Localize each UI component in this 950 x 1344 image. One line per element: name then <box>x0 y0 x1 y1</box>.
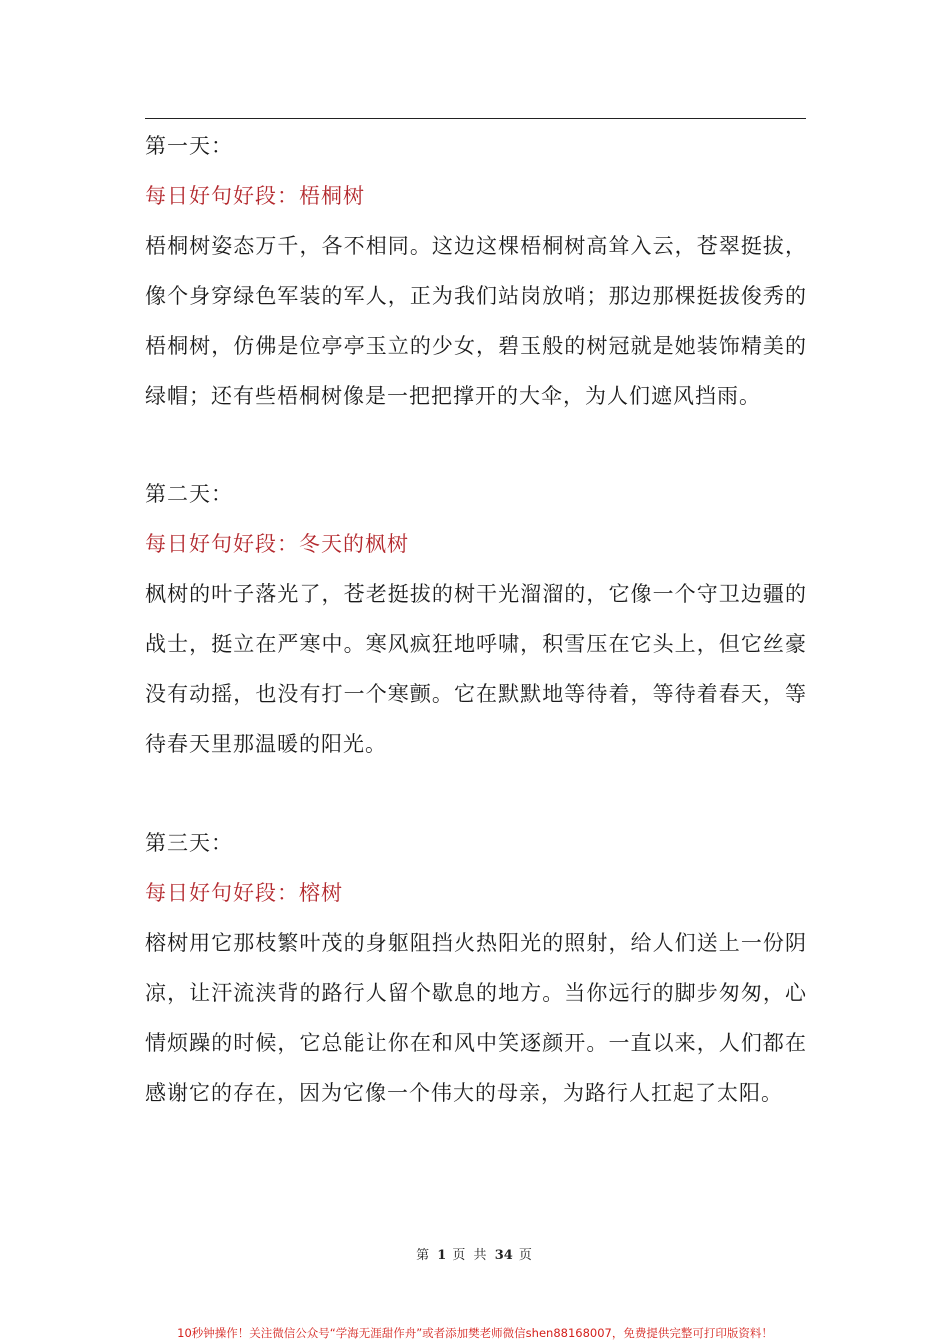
section-paragraph: 枫树的叶子落光了，苍老挺拔的树干光溜溜的，它像一个守卫边疆的战士，挺立在严寒中。寒风疯狂地呼啸，积雪压在它头上，但它丝豪没有动摇，也没有打一个寒颤。它在默默地等待着，等待着春天，等待春天里那温暖的阳光。 <box>145 582 807 756</box>
page-number-suffix: 页 <box>518 1248 534 1263</box>
page-number <box>0 1246 950 1266</box>
section-heading: 每日好句好段：榕树 <box>145 881 343 905</box>
section-paragraph: 梧桐树姿态万千，各不相同。这边这棵梧桐树高耸入云，苍翠挺拔，像个身穿绿色军装的军人，正为我们站岗放哨；那边那棵挺拔俊秀的梧桐树，仿佛是位亭亭玉立的少女，碧玉般的树冠就是她装饰精美的绿帽；还有些梧桐树像是一把把撑开的大伞，为人们遮风挡雨。 <box>145 234 807 408</box>
page-number-prefix: 第 <box>416 1248 432 1263</box>
section-heading: 每日好句好段：冬天的枫树 <box>145 532 409 556</box>
day-label: 第三天： <box>145 831 233 855</box>
page-number-total: 34 <box>494 1248 513 1263</box>
page-number-current: 1 <box>437 1248 447 1263</box>
section-day-1 <box>145 131 807 421</box>
section-day-2 <box>145 479 807 769</box>
section-heading: 每日好句好段：梧桐树 <box>145 184 365 208</box>
section-day-3 <box>145 828 807 1118</box>
day-label: 第二天： <box>145 482 233 506</box>
page-number-middle: 页 共 <box>452 1248 489 1263</box>
header-rule <box>145 118 806 119</box>
section-paragraph: 榕树用它那枝繁叶茂的身躯阻挡火热阳光的照射，给人们送上一份阴凉，让汗流浃背的路行人留个歇息的地方。当你远行的脚步匆匆，心情烦躁的时候，它总能让你在和风中笑逐颜开。一直以来，人们都在感谢它的存在，因为它像一个伟大的母亲，为路行人扛起了太阳。 <box>145 931 807 1105</box>
footer-promo-text: 10秒钟操作！关注微信公众号“学海无涯甜作舟”或者添加樊老师微信shen88168007，免费提供完整可打印版资料！ <box>177 1326 773 1340</box>
day-label: 第一天： <box>145 134 233 158</box>
